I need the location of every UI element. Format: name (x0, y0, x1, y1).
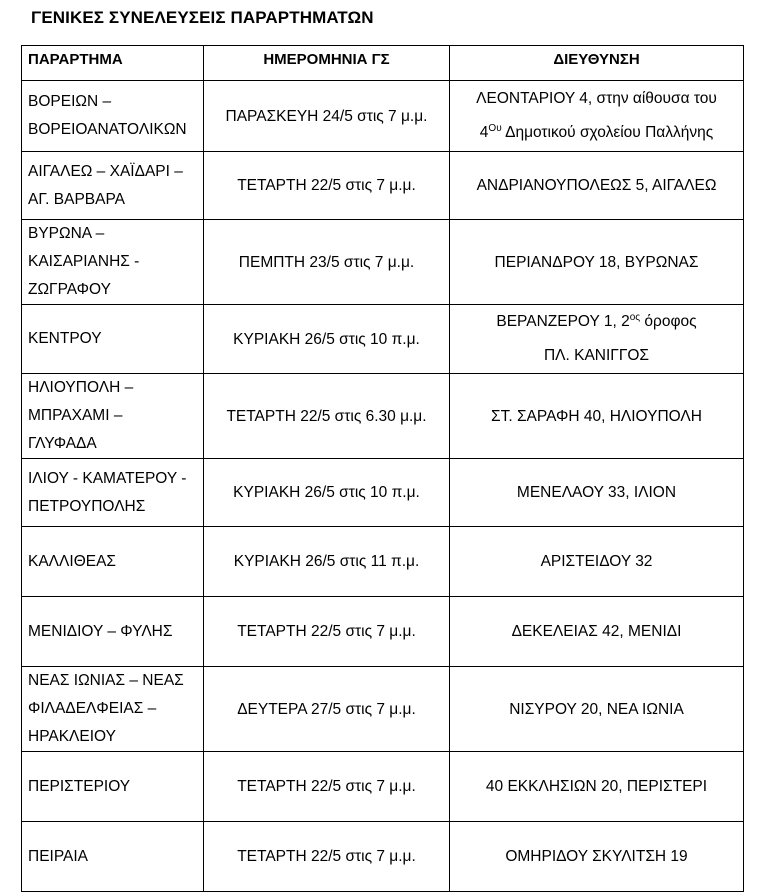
address-text: Δημοτικού σχολείου Παλλήνης (501, 124, 714, 141)
address-text: 4 (479, 124, 489, 141)
address-text: ΒΕΡΑΝΖΕΡΟΥ 1, 2 (496, 313, 630, 330)
branch-cell (22, 374, 204, 459)
branch-line: ΒΥΡΩΝΑ – (28, 225, 105, 242)
address-cell: ΣΤ. ΣΑΡΑΦΗ 40, ΗΛΙΟΥΠΟΛΗ (450, 374, 744, 459)
address-line: ΛΕΟΝΤΑΡΙΟΥ 4, στην αίθουσα του (476, 90, 717, 107)
date-cell: ΠΕΜΠΤΗ 23/5 στις 7 μ.μ. (204, 220, 450, 305)
page-title: ΓΕΝΙΚΕΣ ΣΥΝΕΛΕΥΣΕΙΣ ΠΑΡΑΡΤΗΜΑΤΩΝ (31, 8, 374, 27)
address-cell: ΟΜΗΡΙΔΟΥ ΣΚΥΛΙΤΣΗ 19 (450, 822, 744, 892)
branch-line: ΜΕΝΙΔΙΟΥ – ΦΥΛΗΣ (28, 622, 173, 640)
branch-line: ΗΛΙΟΥΠΟΛΗ – (28, 379, 134, 396)
table-header-row (22, 46, 744, 81)
branch-line: ΓΛΥΦΑΔΑ (28, 435, 97, 452)
address-cell (450, 305, 744, 374)
branch-cell (22, 597, 204, 667)
branch-line: ΗΡΑΚΛΕΙΟΥ (28, 728, 116, 745)
branch-line: ΠΕΡΙΣΤΕΡΙΟΥ (28, 777, 131, 795)
date-cell: ΤΕΤΑΡΤΗ 22/5 στις 7 μ.μ. (204, 152, 450, 220)
address-cell: 40 ΕΚΚΛΗΣΙΩΝ 20, ΠΕΡΙΣΤΕΡΙ (450, 752, 744, 822)
table-row (22, 374, 744, 459)
header-branch: ΠΑΡΑΡΤΗΜΑ (22, 46, 204, 81)
branch-line: ΦΙΛΑΔΕΛΦΕΙΑΣ – (28, 700, 157, 717)
branch-line: ΝΕΑΣ ΙΩΝΙΑΣ – ΝΕΑΣ (28, 672, 184, 689)
branch-line: ΒΟΡΕΙΟΑΝΑΤΟΛΙΚΩΝ (28, 121, 187, 138)
ordinal-suffix: ος (629, 311, 641, 323)
date-cell: ΚΥΡΙΑΚΗ 26/5 στις 10 π.μ. (204, 305, 450, 374)
address-cell: ΠΕΡΙΑΝΔΡΟΥ 18, ΒΥΡΩΝΑΣ (450, 220, 744, 305)
branch-cell (22, 459, 204, 527)
branch-cell (22, 667, 204, 752)
header-date: ΗΜΕΡΟΜΗΝΙΑ ΓΣ (204, 46, 450, 81)
date-cell: ΤΕΤΑΡΤΗ 22/5 στις 7 μ.μ. (204, 822, 450, 892)
date-cell: ΤΕΤΑΡΤΗ 22/5 στις 6.30 μ.μ. (204, 374, 450, 459)
table-row (22, 152, 744, 220)
date-cell: ΤΕΤΑΡΤΗ 22/5 στις 7 μ.μ. (204, 597, 450, 667)
table-row (22, 597, 744, 667)
branch-line: ΠΕΤΡΟΥΠΟΛΗΣ (28, 497, 146, 515)
table-row (22, 305, 744, 374)
table-row (22, 81, 744, 152)
date-cell: ΚΥΡΙΑΚΗ 26/5 στις 10 π.μ. (204, 459, 450, 527)
branch-line: ΖΩΓΡΑΦΟΥ (28, 281, 111, 298)
table-row (22, 822, 744, 892)
branch-line: ΜΠΡΑΧΑΜΙ – (28, 407, 123, 424)
branch-cell (22, 822, 204, 892)
branch-line: ΠΕΙΡΑΙΑ (28, 847, 89, 865)
address-cell: ΝΙΣΥΡΟΥ 20, ΝΕΑ ΙΩΝΙΑ (450, 667, 744, 752)
table-row (22, 220, 744, 305)
address-line (456, 116, 737, 150)
address-cell: ΜΕΝΕΛΑΟΥ 33, ΙΛΙΟΝ (450, 459, 744, 527)
branch-line: ΙΛΙΟΥ - ΚΑΜΑΤΕΡΟΥ - (28, 469, 187, 487)
branch-cell (22, 527, 204, 597)
branch-line: ΒΟΡΕΙΩΝ – (28, 93, 112, 110)
table-row (22, 667, 744, 752)
branch-line: ΑΙΓΑΛΕΩ – ΧΑΪΔΑΡΙ – (28, 162, 183, 180)
address-line: ΠΛ. ΚΑΝΙΓΓΟΣ (543, 347, 650, 364)
branch-line: ΚΑΛΛΙΘΕΑΣ (28, 552, 117, 570)
address-cell: ΑΝΔΡΙΑΝΟΥΠΟΛΕΩΣ 5, ΑΙΓΑΛΕΩ (450, 152, 744, 220)
assemblies-table (21, 45, 744, 892)
address-cell: ΑΡΙΣΤΕΙΔΟΥ 32 (450, 527, 744, 597)
table-row (22, 752, 744, 822)
address-line (456, 305, 737, 339)
branch-cell (22, 81, 204, 152)
branch-cell (22, 152, 204, 220)
branch-line: ΚΑΙΣΑΡΙΑΝΗΣ - (28, 253, 140, 270)
header-address: ΔΙΕΥΘΥΝΣΗ (450, 46, 744, 81)
address-cell (450, 81, 744, 152)
date-cell: ΤΕΤΑΡΤΗ 22/5 στις 7 μ.μ. (204, 752, 450, 822)
branch-cell (22, 220, 204, 305)
table-row (22, 459, 744, 527)
branch-cell (22, 752, 204, 822)
address-text: όροφος (640, 313, 697, 330)
address-cell: ΔΕΚΕΛΕΙΑΣ 42, ΜΕΝΙΔΙ (450, 597, 744, 667)
branch-line: ΚΕΝΤΡΟΥ (28, 330, 102, 347)
date-cell: ΚΥΡΙΑΚΗ 26/5 στις 11 π.μ. (204, 527, 450, 597)
branch-cell (22, 305, 204, 374)
date-cell: ΔΕΥΤΕΡΑ 27/5 στις 7 μ.μ. (204, 667, 450, 752)
ordinal-suffix: Ου (488, 122, 502, 134)
table-row (22, 527, 744, 597)
date-cell: ΠΑΡΑΣΚΕΥΗ 24/5 στις 7 μ.μ. (204, 81, 450, 152)
branch-line: ΑΓ. ΒΑΡΒΑΡΑ (28, 190, 126, 208)
